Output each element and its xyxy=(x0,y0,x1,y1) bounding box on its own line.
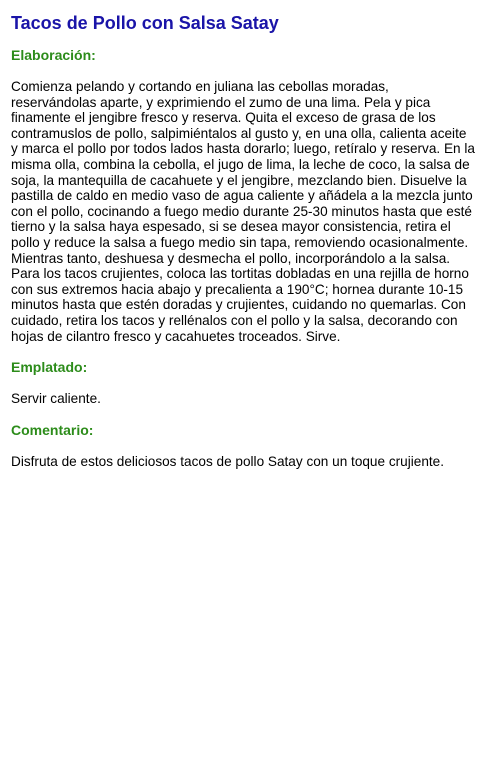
recipe-title: Tacos de Pollo con Salsa Satay xyxy=(11,13,279,33)
section-heading-emplatado: Emplatado: xyxy=(11,359,88,376)
section-comentario xyxy=(11,421,475,470)
section-text-elaboracion: Comienza pelando y cortando en juliana las cebollas moradas, reservándolas aparte, y exprimiendo el zumo de una lima. Pela y pica finamente el jengibre fresco y reserva. Quita el exceso de grasa de los contramuslos de pollo, salpimiéntalos al gusto y, en una olla, calienta aceite y marca el pollo por todos lados hasta dorarlo; luego, retíralo y reserva. En la misma olla, combina la cebolla, el jugo de lima, la leche de coco, la salsa de soja, la mantequilla de cacahuete y el jengibre, mezclando bien. Disuelve la pastilla de caldo en medio vaso de agua caliente y añádela a la mezcla junto con el pollo, cocinando a fuego medio durante 25-30 minutos hasta que esté tierno y la salsa haya espesado, si se desea mayor consistencia, retira el pollo y reduce la salsa a fuego medio sin tapa, removiendo ocasionalmente. Mientras tanto, deshuesa y desmecha el pollo, incorporándolo a la salsa. Para los tacos crujientes, coloca las tortitas dobladas en una rejilla de horno con sus extremos hacia abajo y precalienta a 190°C; hornea durante 10-15 minutos hasta que estén doradas y crujientes, cuidando no quemarlas. Con cuidado, retira los tacos y rellénalos con el pollo y la salsa, decorando con hojas de cilantro fresco y cacahuetes troceados. Sirve. xyxy=(11,79,475,344)
section-text-emplatado: Servir caliente. xyxy=(11,391,101,407)
section-text-comentario: Disfruta de estos deliciosos tacos de pollo Satay con un toque crujiente. xyxy=(11,453,444,469)
section-heading-comentario: Comentario: xyxy=(11,421,94,438)
section-emplatado xyxy=(11,358,475,407)
section-elaboracion xyxy=(11,46,475,344)
section-heading-elaboracion: Elaboración: xyxy=(11,47,96,63)
